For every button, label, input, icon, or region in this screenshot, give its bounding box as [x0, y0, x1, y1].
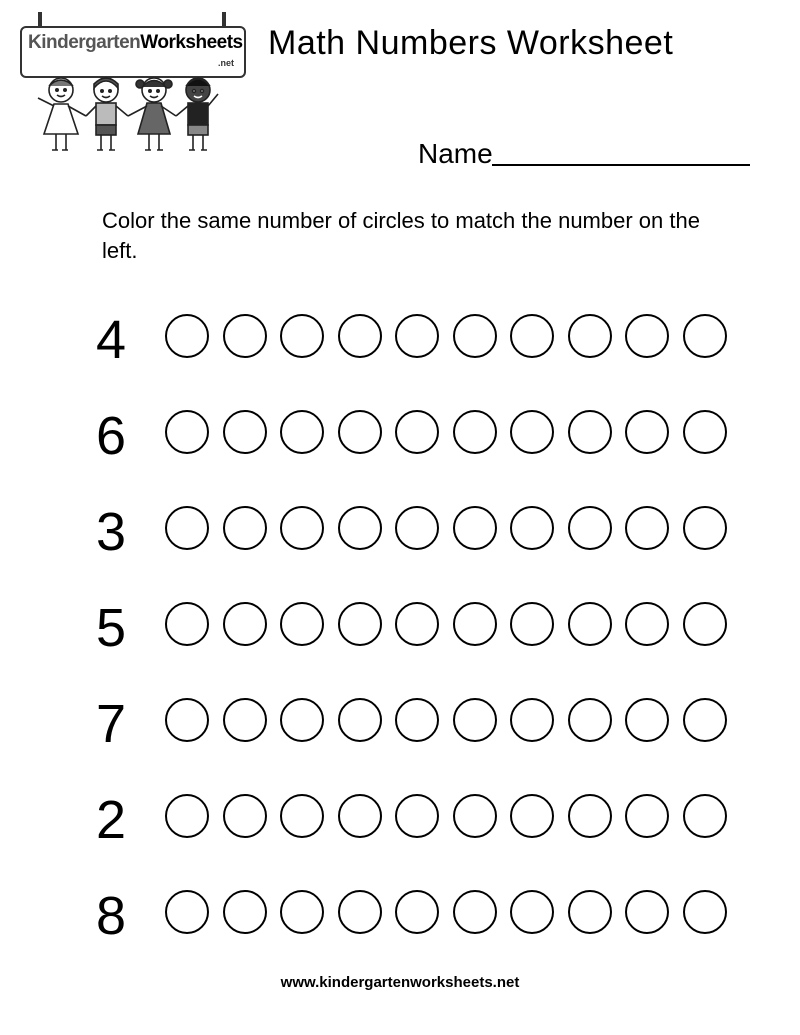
color-circle[interactable]: [568, 794, 612, 838]
color-circle[interactable]: [683, 410, 727, 454]
color-circle[interactable]: [338, 410, 382, 454]
kid-boy-1-icon: [86, 78, 128, 150]
color-circle[interactable]: [568, 314, 612, 358]
color-circle[interactable]: [453, 602, 497, 646]
color-circle[interactable]: [510, 602, 554, 646]
color-circle[interactable]: [683, 890, 727, 934]
name-write-line[interactable]: [492, 164, 750, 166]
row-number: 8: [95, 886, 127, 946]
logo-brand-part2: Worksheets: [140, 32, 243, 53]
footer-url: www.kindergartenworksheets.net: [280, 974, 520, 991]
color-circle[interactable]: [568, 890, 612, 934]
color-circle[interactable]: [453, 890, 497, 934]
color-circle[interactable]: [165, 410, 209, 454]
color-circle[interactable]: [510, 890, 554, 934]
color-circle[interactable]: [280, 410, 324, 454]
color-circle[interactable]: [280, 890, 324, 934]
circle-group: [165, 506, 727, 550]
color-circle[interactable]: [223, 314, 267, 358]
color-circle[interactable]: [338, 314, 382, 358]
name-label: Name: [418, 138, 493, 169]
color-circle[interactable]: [223, 698, 267, 742]
color-circle[interactable]: [280, 794, 324, 838]
color-circle[interactable]: [395, 506, 439, 550]
color-circle[interactable]: [280, 602, 324, 646]
color-circle[interactable]: [165, 314, 209, 358]
color-circle[interactable]: [223, 410, 267, 454]
instructions-text: Color the same number of circles to match the number on the left.: [102, 208, 700, 263]
color-circle[interactable]: [568, 410, 612, 454]
color-circle[interactable]: [338, 794, 382, 838]
kid-girl-1-icon: [38, 78, 86, 150]
color-circle[interactable]: [683, 698, 727, 742]
circle-group: [165, 314, 727, 358]
color-circle[interactable]: [395, 602, 439, 646]
color-circle[interactable]: [683, 506, 727, 550]
color-circle[interactable]: [165, 506, 209, 550]
row-number: 7: [95, 694, 127, 754]
color-circle[interactable]: [568, 698, 612, 742]
exercise-rows: [0, 300, 800, 972]
color-circle[interactable]: [568, 506, 612, 550]
color-circle[interactable]: [453, 506, 497, 550]
logo-sign: [20, 26, 246, 78]
color-circle[interactable]: [510, 410, 554, 454]
color-circle[interactable]: [568, 602, 612, 646]
site-logo: [16, 12, 248, 158]
color-circle[interactable]: [625, 506, 669, 550]
color-circle[interactable]: [223, 794, 267, 838]
exercise-row: [0, 396, 800, 492]
exercise-row: [0, 876, 800, 972]
color-circle[interactable]: [338, 602, 382, 646]
color-circle[interactable]: [280, 506, 324, 550]
color-circle[interactable]: [338, 506, 382, 550]
color-circle[interactable]: [625, 890, 669, 934]
circle-group: [165, 794, 727, 838]
color-circle[interactable]: [683, 602, 727, 646]
color-circle[interactable]: [453, 698, 497, 742]
color-circle[interactable]: [510, 314, 554, 358]
color-circle[interactable]: [510, 698, 554, 742]
color-circle[interactable]: [625, 698, 669, 742]
color-circle[interactable]: [625, 314, 669, 358]
color-circle[interactable]: [280, 698, 324, 742]
color-circle[interactable]: [223, 890, 267, 934]
row-number: 2: [95, 790, 127, 850]
color-circle[interactable]: [683, 314, 727, 358]
color-circle[interactable]: [453, 314, 497, 358]
color-circle[interactable]: [683, 794, 727, 838]
color-circle[interactable]: [395, 410, 439, 454]
color-circle[interactable]: [395, 890, 439, 934]
row-number: 3: [95, 502, 127, 562]
circle-group: [165, 698, 727, 742]
circle-group: [165, 410, 727, 454]
circle-group: [165, 602, 727, 646]
worksheet-title: Math Numbers Worksheet: [268, 24, 674, 62]
color-circle[interactable]: [338, 698, 382, 742]
row-number: 6: [95, 406, 127, 466]
logo-brand-part1: Kindergarten: [28, 32, 141, 53]
color-circle[interactable]: [165, 698, 209, 742]
color-circle[interactable]: [165, 890, 209, 934]
color-circle[interactable]: [625, 410, 669, 454]
children-illustration-icon: [16, 72, 248, 162]
color-circle[interactable]: [280, 314, 324, 358]
name-field[interactable]: [418, 138, 750, 174]
row-number: 4: [95, 310, 127, 370]
exercise-row: [0, 588, 800, 684]
color-circle[interactable]: [510, 794, 554, 838]
color-circle[interactable]: [395, 794, 439, 838]
logo-brand-text: [28, 32, 243, 54]
color-circle[interactable]: [165, 794, 209, 838]
color-circle[interactable]: [453, 410, 497, 454]
circle-group: [165, 890, 727, 934]
color-circle[interactable]: [625, 794, 669, 838]
color-circle[interactable]: [625, 602, 669, 646]
exercise-row: [0, 492, 800, 588]
color-circle[interactable]: [338, 890, 382, 934]
logo-brand-tld: .net: [217, 58, 234, 68]
color-circle[interactable]: [453, 794, 497, 838]
kid-girl-2-icon: [128, 78, 176, 150]
color-circle[interactable]: [395, 698, 439, 742]
row-number: 5: [95, 598, 127, 658]
exercise-row: [0, 780, 800, 876]
color-circle[interactable]: [510, 506, 554, 550]
color-circle[interactable]: [223, 506, 267, 550]
color-circle[interactable]: [165, 602, 209, 646]
color-circle[interactable]: [223, 602, 267, 646]
exercise-row: [0, 300, 800, 396]
exercise-row: [0, 684, 800, 780]
kid-boy-2-icon: [176, 78, 218, 150]
color-circle[interactable]: [395, 314, 439, 358]
